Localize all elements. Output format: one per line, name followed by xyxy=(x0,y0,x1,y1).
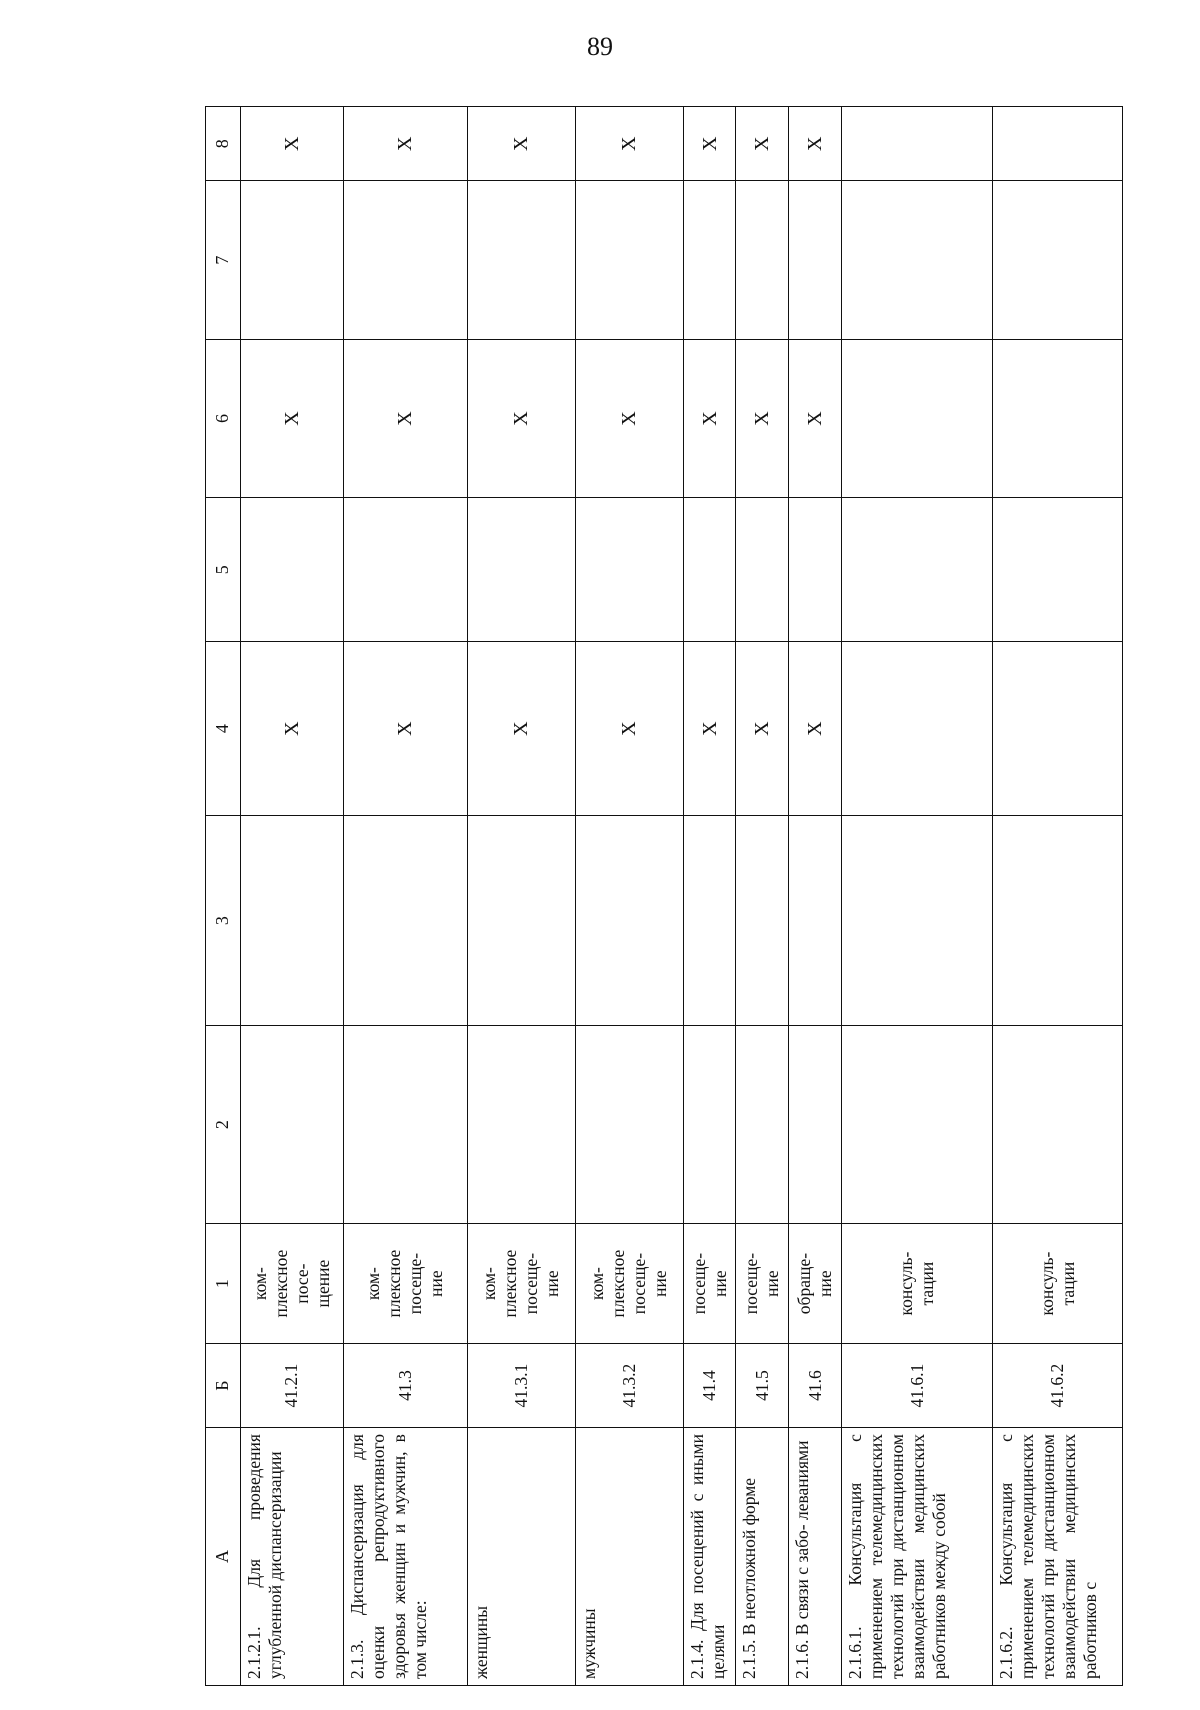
cell-c6: X xyxy=(343,339,467,497)
column-header: 1 xyxy=(206,1224,241,1344)
cell-c7 xyxy=(789,181,842,339)
cell-c8: X xyxy=(575,107,683,181)
cell-c2 xyxy=(993,1026,1123,1224)
column-header: 3 xyxy=(206,816,241,1026)
row-description: 2.1.2.1. Для проведения углубленной диспансеризации xyxy=(241,1428,344,1686)
row-unit: консуль- тации xyxy=(993,1224,1123,1344)
cell-c4 xyxy=(993,642,1123,816)
cell-c5 xyxy=(467,498,575,642)
rotated-table-container xyxy=(205,106,1123,1686)
row-code: 41.5 xyxy=(736,1344,789,1428)
cell-c7 xyxy=(993,181,1123,339)
cell-c4: X xyxy=(467,642,575,816)
table-row xyxy=(467,107,575,1686)
cell-c5 xyxy=(993,498,1123,642)
row-code: 41.4 xyxy=(683,1344,736,1428)
cell-c4: X xyxy=(736,642,789,816)
cell-c6 xyxy=(842,339,993,497)
cell-c8: X xyxy=(683,107,736,181)
row-description: женщины xyxy=(467,1428,575,1686)
table-row xyxy=(575,107,683,1686)
table-row xyxy=(789,107,842,1686)
cell-c5 xyxy=(241,498,344,642)
row-description: 2.1.6. В связи с забо- леваниями xyxy=(789,1428,842,1686)
row-description: 2.1.6.1. Консультация с применением телемедицинских технологий при дистанционном взаимодействии медицинских работников между собой xyxy=(842,1428,993,1686)
cell-c5 xyxy=(683,498,736,642)
column-header: Б xyxy=(206,1344,241,1428)
cell-c4: X xyxy=(789,642,842,816)
cell-c2 xyxy=(575,1026,683,1224)
row-description: 2.1.4. Для посещений с иными целями xyxy=(683,1428,736,1686)
cell-c3 xyxy=(575,816,683,1026)
cell-c4: X xyxy=(575,642,683,816)
table-row xyxy=(842,107,993,1686)
cell-c4: X xyxy=(241,642,344,816)
cell-c3 xyxy=(343,816,467,1026)
row-unit: ком- плексное посе- щение xyxy=(241,1224,344,1344)
cell-c8 xyxy=(842,107,993,181)
page-number: 89 xyxy=(587,32,613,61)
cell-c3 xyxy=(241,816,344,1026)
column-header: 2 xyxy=(206,1026,241,1224)
row-code: 41.6 xyxy=(789,1344,842,1428)
row-description: мужчины xyxy=(575,1428,683,1686)
cell-c4: X xyxy=(343,642,467,816)
row-code: 41.3.1 xyxy=(467,1344,575,1428)
cell-c8: X xyxy=(789,107,842,181)
cell-c5 xyxy=(789,498,842,642)
cell-c3 xyxy=(736,816,789,1026)
cell-c4: X xyxy=(683,642,736,816)
row-code: 41.3 xyxy=(343,1344,467,1428)
table-row xyxy=(736,107,789,1686)
row-unit: посеще- ние xyxy=(736,1224,789,1344)
column-header: 6 xyxy=(206,339,241,497)
row-description: 2.1.3. Диспансеризация для оценки репродуктивного здоровья женщин и мужчин, в том числе: xyxy=(343,1428,467,1686)
column-header-row xyxy=(206,107,241,1686)
rotated-table-frame xyxy=(205,106,1123,1686)
cell-c5 xyxy=(736,498,789,642)
cell-c7 xyxy=(343,181,467,339)
cell-c2 xyxy=(467,1026,575,1224)
cell-c5 xyxy=(343,498,467,642)
cell-c8 xyxy=(993,107,1123,181)
cell-c2 xyxy=(842,1026,993,1224)
row-code: 41.3.2 xyxy=(575,1344,683,1428)
cell-c8: X xyxy=(241,107,344,181)
cell-c3 xyxy=(993,816,1123,1026)
table-row xyxy=(993,107,1123,1686)
cell-c5 xyxy=(575,498,683,642)
column-header: 8 xyxy=(206,107,241,181)
cell-c2 xyxy=(683,1026,736,1224)
cell-c3 xyxy=(789,816,842,1026)
cell-c7 xyxy=(241,181,344,339)
cell-c3 xyxy=(842,816,993,1026)
column-header: А xyxy=(206,1428,241,1686)
row-unit: ком- плексное посеще- ние xyxy=(575,1224,683,1344)
cell-c2 xyxy=(343,1026,467,1224)
row-unit: консуль- тации xyxy=(842,1224,993,1344)
row-description: 2.1.6.2. Консультация с применением телемедицинских технологий при дистанционном взаимодействии медицинских работников с xyxy=(993,1428,1123,1686)
cell-c6: X xyxy=(683,339,736,497)
cell-c7 xyxy=(683,181,736,339)
column-header: 4 xyxy=(206,642,241,816)
cell-c6: X xyxy=(789,339,842,497)
cell-c6 xyxy=(993,339,1123,497)
row-description: 2.1.5. В неотложной форме xyxy=(736,1428,789,1686)
cell-c7 xyxy=(467,181,575,339)
cell-c5 xyxy=(842,498,993,642)
table-row xyxy=(343,107,467,1686)
cell-c2 xyxy=(736,1026,789,1224)
row-unit: обраще- ние xyxy=(789,1224,842,1344)
cell-c8: X xyxy=(736,107,789,181)
cell-c6: X xyxy=(575,339,683,497)
cell-c4 xyxy=(842,642,993,816)
cell-c7 xyxy=(736,181,789,339)
table-row xyxy=(241,107,344,1686)
cell-c7 xyxy=(575,181,683,339)
cell-c2 xyxy=(789,1026,842,1224)
cell-c2 xyxy=(241,1026,344,1224)
cell-c6: X xyxy=(241,339,344,497)
column-header: 7 xyxy=(206,181,241,339)
cell-c8: X xyxy=(467,107,575,181)
row-unit: ком- плексное посеще- ние xyxy=(467,1224,575,1344)
row-unit: ком- плексное посеще- ние xyxy=(343,1224,467,1344)
row-code: 41.6.1 xyxy=(842,1344,993,1428)
row-code: 41.2.1 xyxy=(241,1344,344,1428)
column-header: 5 xyxy=(206,498,241,642)
cell-c3 xyxy=(683,816,736,1026)
table-row xyxy=(683,107,736,1686)
cell-c6: X xyxy=(467,339,575,497)
row-code: 41.6.2 xyxy=(993,1344,1123,1428)
cell-c8: X xyxy=(343,107,467,181)
data-table xyxy=(205,106,1123,1686)
cell-c6: X xyxy=(736,339,789,497)
cell-c7 xyxy=(842,181,993,339)
row-unit: посеще- ние xyxy=(683,1224,736,1344)
table-body xyxy=(241,107,1123,1686)
cell-c3 xyxy=(467,816,575,1026)
